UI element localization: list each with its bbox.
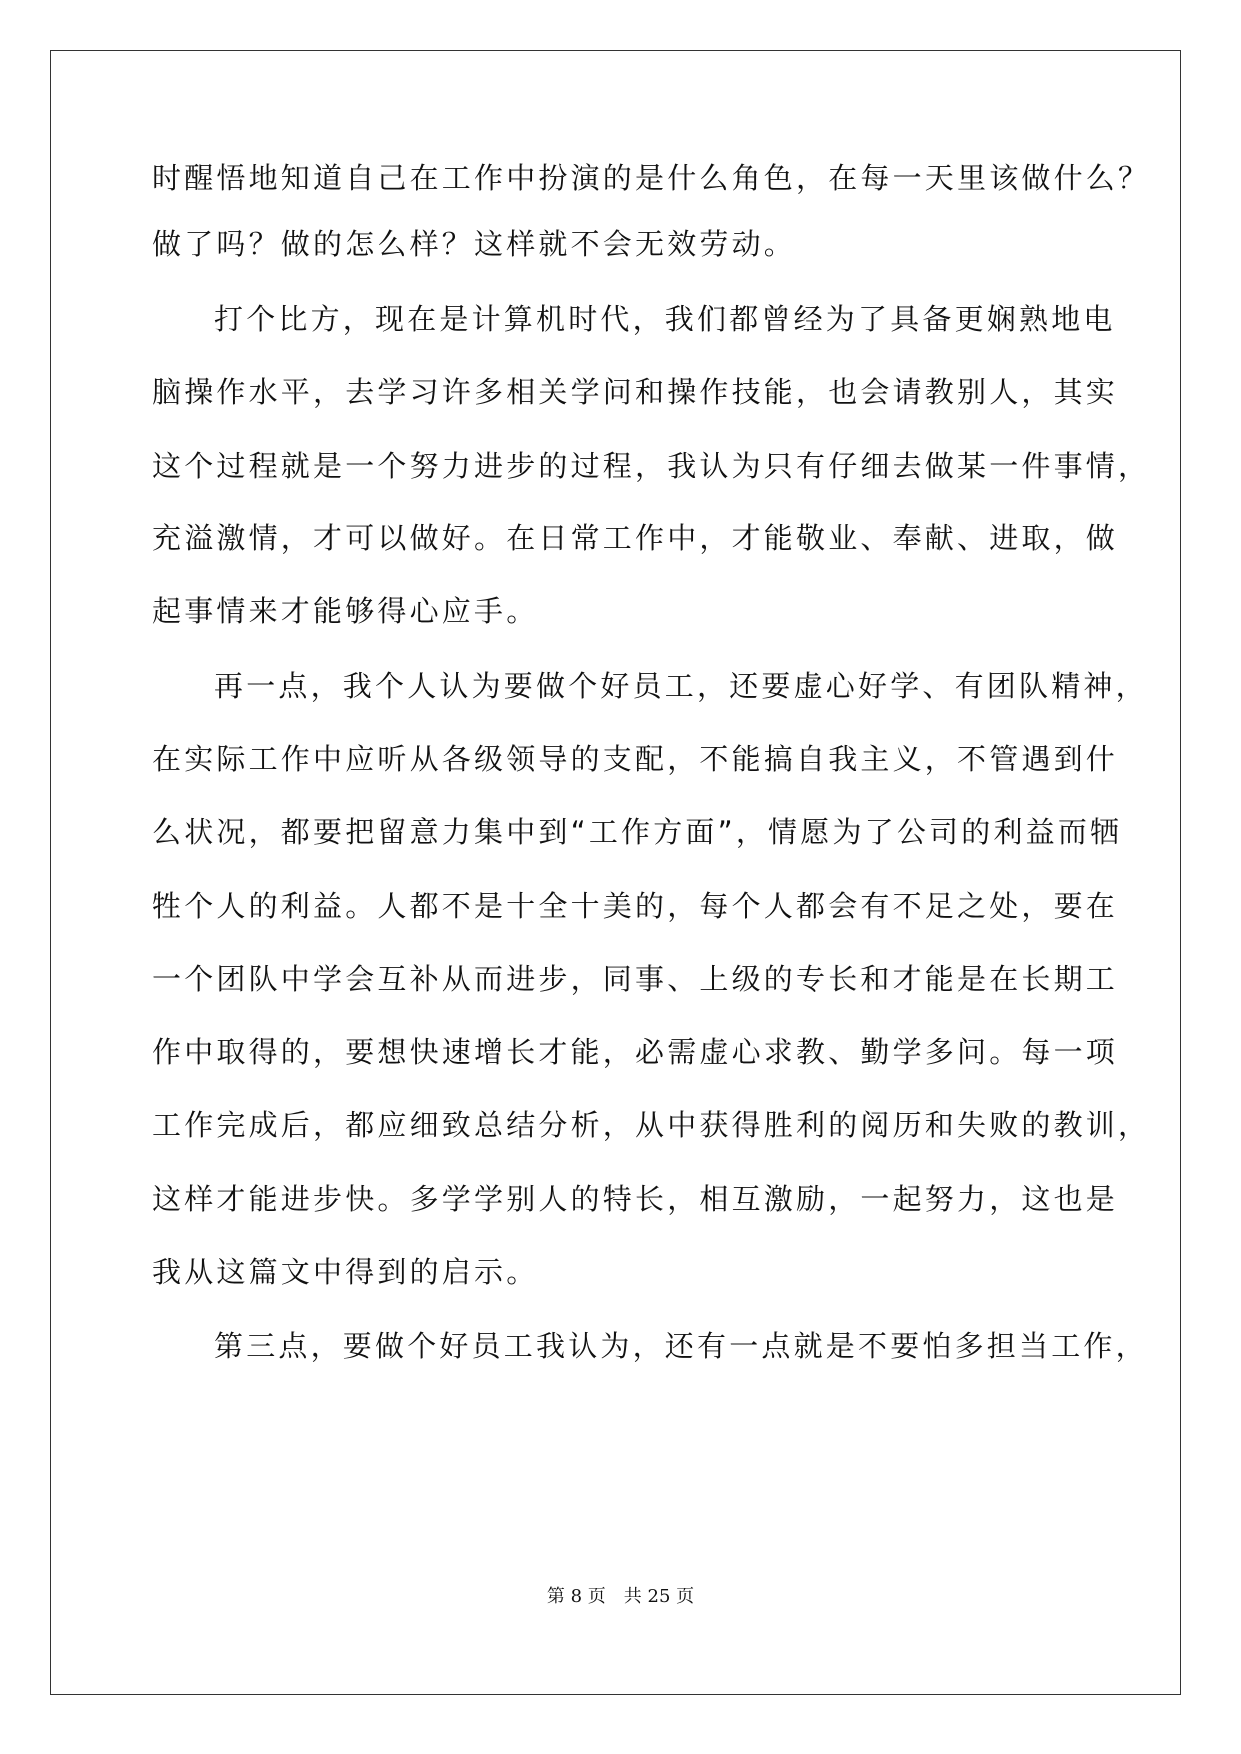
body-line: 打个比方，现在是计算机时代，我们都曾经为了具备更娴熟地电 bbox=[214, 302, 1116, 336]
body-line: 第三点，要做个好员工我认为，还有一点就是不要怕多担当工作， bbox=[214, 1329, 1148, 1363]
body-line: 做了吗？做的怎么样？这样就不会无效劳动。 bbox=[152, 227, 797, 261]
body-line: 这样才能进步快。多学学别人的特长，相互激励，一起努力，这也是 bbox=[152, 1182, 1119, 1216]
body-line: 起事情来才能够得心应手。 bbox=[152, 594, 539, 628]
body-line: 再一点，我个人认为要做个好员工，还要虚心好学、有团队精神， bbox=[214, 669, 1148, 703]
body-line: 时醒悟地知道自己在工作中扮演的是什么角色，在每一天里该做什么？ bbox=[152, 161, 1151, 195]
body-line: 牲个人的利益。人都不是十全十美的，每个人都会有不足之处，要在 bbox=[152, 889, 1119, 923]
body-line: 我从这篇文中得到的启示。 bbox=[152, 1255, 539, 1289]
body-line: 一个团队中学会互补从而进步，同事、上级的专长和才能是在长期工 bbox=[152, 962, 1119, 996]
body-line: 脑操作水平，去学习许多相关学问和操作技能，也会请教别人，其实 bbox=[152, 375, 1119, 409]
body-line: 这个过程就是一个努力进步的过程，我认为只有仔细去做某一件事情， bbox=[152, 449, 1151, 483]
body-line: 在实际工作中应听从各级领导的支配，不能搞自我主义，不管遇到什 bbox=[152, 742, 1119, 776]
body-line: 充溢激情，才可以做好。在日常工作中，才能敬业、奉献、进取，做 bbox=[152, 521, 1119, 555]
body-line: 工作完成后，都应细致总结分析，从中获得胜利的阅历和失败的教训， bbox=[152, 1108, 1151, 1142]
page-border bbox=[50, 50, 1181, 1695]
page-number-footer: 第 8 页 共 25 页 bbox=[546, 1586, 695, 1607]
body-line: 么状况，都要把留意力集中到“工作方面”，情愿为了公司的利益而牺 bbox=[152, 815, 1123, 849]
body-line: 作中取得的，要想快速增长才能，必需虚心求教、勤学多问。每一项 bbox=[152, 1035, 1119, 1069]
